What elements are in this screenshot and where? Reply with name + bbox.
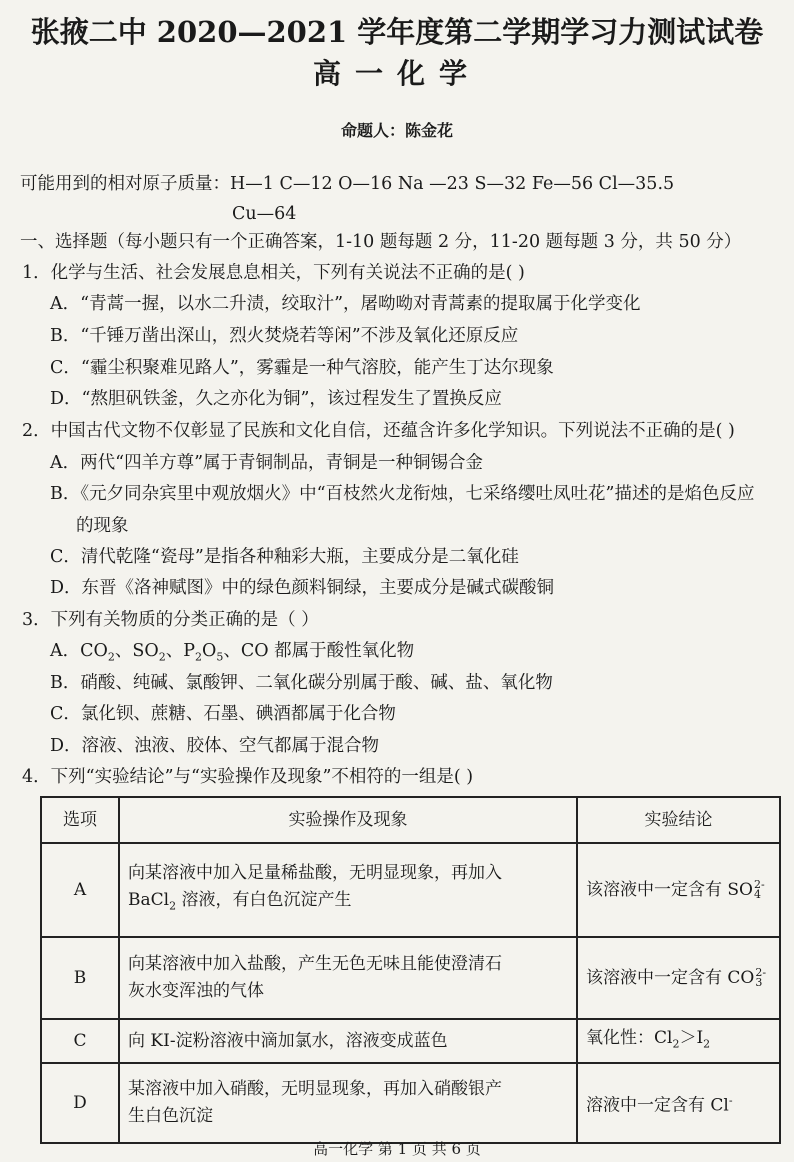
question-1-stem: 1．化学与生活、社会发展息息相关，下列有关说法不正确的是( ) [22,263,525,283]
q3a-sub1: 2 [107,650,115,664]
row-b-ion-charge [755,968,766,988]
row-d-con-text: 溶液中一定含有 Cl [586,1095,729,1116]
experiment-table [40,796,781,1144]
q3a-sub3: 2 [195,650,202,664]
row-a-sup: 2- [754,878,765,891]
table-row [41,843,780,937]
q3a-prefix: A．CO [50,641,108,661]
question-2-option-b: B．《元夕同杂宾里中观放烟火》中“百枝然火龙衔烛，七采络缨吐凤吐花”描述的是焰色反应 [50,484,755,504]
row-c-sub2: 2 [703,1037,711,1051]
page-footer: 高一化学 第 1 页 共 6 页 [313,1140,481,1158]
section-heading: 一、选择题（每小题只有一个正确答案，1-10 题每题 2 分，11-20 题每题 3 分，共 50 分） [20,232,742,252]
row-a-sub: 4 [754,888,761,901]
q3a-mid3: O [202,641,217,661]
row-b-operation [119,937,577,1019]
row-d-op-line1: 某溶液中加入硝酸，无明显现象，再加入硝酸银产 [128,1079,502,1099]
row-b-sub: 3 [755,976,763,989]
row-a-operation [119,843,577,937]
header-conclusion: 实验结论 [577,797,780,843]
header-option: 选项 [41,797,119,843]
table-row [41,937,780,1019]
question-3-option-b: B．硝酸、纯碱、氯酸钾、二氧化碳分别属于酸、碱、盐、氧化物 [50,673,553,693]
row-c-conclusion [577,1019,780,1063]
q3a-mid2: 、P [165,641,195,661]
exam-author: 命题人：陈金花 [340,121,453,140]
table-row [41,1019,780,1063]
row-a-conclusion [577,843,780,937]
q3a-mid1: 、SO [114,641,159,661]
row-b-op-line1: 向某溶液中加入盐酸，产生无色无味且能使澄清石 [128,954,502,974]
header-operation: 实验操作及现象 [119,797,577,843]
row-b-conclusion [577,937,780,1019]
question-3-option-a [50,639,414,670]
question-2-option-d: D．东晋《洛神赋图》中的绿色颜料铜绿，主要成分是碱式碳酸铜 [50,578,555,598]
row-b-con-text: 该溶液中一定含有 CO [586,967,755,988]
question-2-stem: 2．中国古代文物不仅彰显了民族和文化自信，还蕴含许多化学知识。下列说法不正确的是( ) [22,421,735,441]
row-d-option: D [41,1063,119,1143]
row-a-con-text: 该溶液中一定含有 SO [586,879,753,900]
row-b-sup: 2- [755,966,767,979]
row-c-option: C [41,1019,119,1063]
row-d-conclusion [577,1063,780,1143]
row-c-con-mid: ＞I [679,1027,704,1048]
row-a-op-line1: 向某溶液中加入足量稀盐酸，无明显现象，再加入 [128,863,502,884]
atomic-masses-line1: 可能用到的相对原子质量：H—1 C—12 O—16 Na —23 S—32 Fe—56 Cl—35.5 [20,174,675,194]
question-1-option-c: C．“霾尘积聚难见路人”，雾霾是一种气溶胶，能产生丁达尔现象 [50,358,554,378]
row-c-sub1: 2 [672,1037,680,1051]
question-4-stem: 4．下列“实验结论”与“实验操作及现象”不相符的一组是( ) [22,767,474,787]
row-d-op-line2: 生白色沉淀 [128,1106,213,1126]
row-d-sup: - [728,1093,733,1107]
row-a-op2-sub: 2 [169,899,177,913]
row-a-op2-prefix: BaCl [128,890,170,911]
question-1-option-a: A．“青蒿一握，以水二升渍，绞取汁”，屠呦呦对青蒿素的提取属于化学变化 [50,294,641,314]
atomic-masses-line2: Cu—64 [232,204,297,224]
row-a-option: A [41,843,119,937]
exam-title: 张掖二中 2020—2021 学年度第二学期学习力测试试卷 [30,15,764,49]
question-1-option-d: D．“熬胆矾铁釜，久之亦化为铜”，该过程发生了置换反应 [50,389,502,409]
question-2-option-a: A．两代“四羊方尊”属于青铜制品，青铜是一种铜锡合金 [50,453,484,473]
row-a-ion-charge [754,880,765,900]
exam-subtitle: 高一化学 [312,57,481,90]
question-2-option-c: C．清代乾隆“瓷母”是指各种釉彩大瓶，主要成分是二氧化硅 [50,547,519,567]
question-1-option-b: B．“千锤万凿出深山，烈火焚烧若等闲”不涉及氧化还原反应 [50,326,519,346]
question-3-stem: 3．下列有关物质的分类正确的是（ ） [22,610,319,630]
row-b-option: B [41,937,119,1019]
question-3-option-d: D．溶液、浊液、胶体、空气都属于混合物 [50,736,380,756]
row-a-op2-tail: 溶液，有白色沉淀产生 [176,890,352,911]
question-2-option-b-cont: 的现象 [76,516,129,536]
q3a-sub2: 2 [158,650,166,664]
row-d-operation [119,1063,577,1143]
row-b-op-line2: 灰水变浑浊的气体 [128,981,264,1001]
row-c-operation: 向 KI-淀粉溶液中滴加氯水，溶液变成蓝色 [119,1019,577,1063]
q3a-sub4: 5 [216,650,224,664]
question-3-option-c: C．氯化钡、蔗糖、石墨、碘酒都属于化合物 [50,704,396,724]
row-c-con-prefix: 氧化性：Cl [586,1027,673,1048]
row-a-op-line2 [128,887,568,919]
q3a-tail: 、CO 都属于酸性氧化物 [223,641,415,661]
table-header-row [41,797,780,843]
table-row [41,1063,780,1143]
